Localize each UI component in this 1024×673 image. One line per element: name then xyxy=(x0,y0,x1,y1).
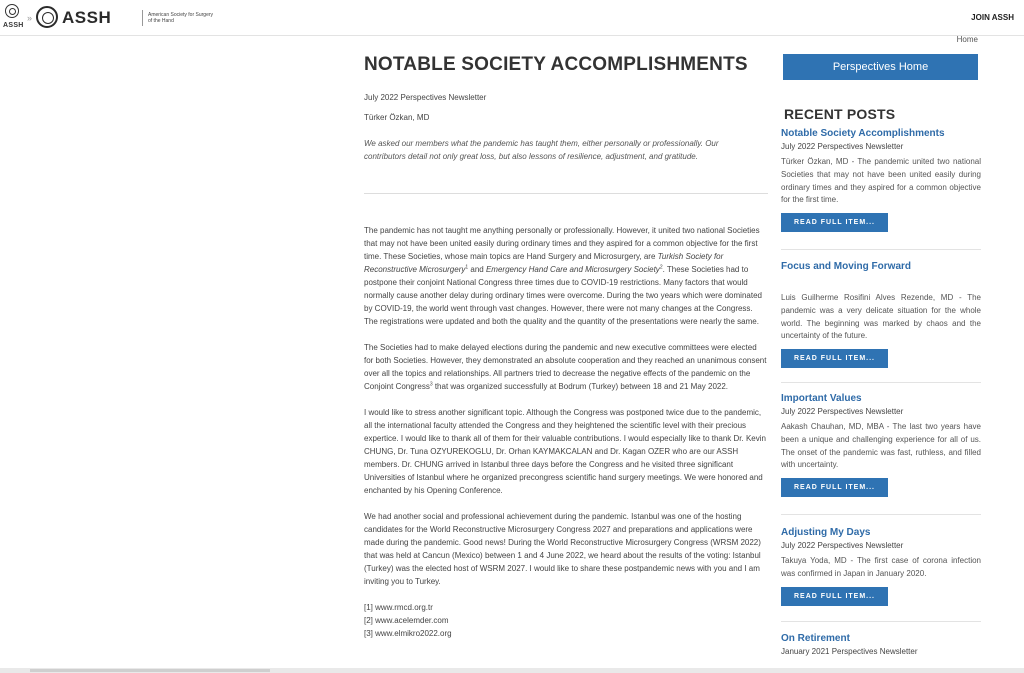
recent-post xyxy=(781,261,981,368)
post-excerpt: Aakash Chauhan, MD, MBA - The last two years have been a unique and challenging experience for all of us. The onset of the pandemic was fast, ruthless, and filled with uncertainty. xyxy=(781,422,981,470)
logo-separator: » xyxy=(27,13,33,23)
divider xyxy=(364,193,768,194)
assh-logo-icon xyxy=(36,6,58,28)
post-divider xyxy=(781,249,981,250)
read-full-item-button[interactable]: READ FULL ITEM... xyxy=(781,587,888,606)
post-title[interactable]: Notable Society Accomplishments xyxy=(781,128,945,139)
assh-small-logo[interactable] xyxy=(2,4,22,32)
post-title[interactable]: Adjusting My Days xyxy=(781,527,871,538)
post-divider xyxy=(781,514,981,515)
page-title: NOTABLE SOCIETY ACCOMPLISHMENTS xyxy=(364,54,748,75)
paragraph-3: I would like to stress another significant topic. Although the Congress was postponed twice due to the pandemic, all the international faculty attended the Congress and they heightened the scientific level with their precious expertice. I would like to thank all of them for their valuable contributions. I would especially like to thank Dr. Kevin CHUNG, Dr. Tuna OZYUREKOGLU, Dr. Orhan KAYMAKCALAN and Dr. Kagan OZER who are our ASSH members. Dr. CHUNG arrived in Istanbul three days before the Congress and he visited three significant Universities of Istanbul where he organized precongress scientific hand surgery meetings. We were honored and enchanted by his Opening Conference. xyxy=(364,408,766,495)
reference-item[interactable]: [1] www.rmcd.org.tr xyxy=(364,603,433,612)
article-intro: We asked our members what the pandemic has taught them, either personally or professionally. Our contributors detail not only great loss, but also lessons of resilience, adjustment, and gratitude. xyxy=(364,139,719,161)
read-full-item-button[interactable]: READ FULL ITEM... xyxy=(781,213,888,232)
article-body xyxy=(364,224,768,640)
paragraph-4: We had another social and professional achievement during the pandemic. Istanbul was one of the hosting candidates for the World Reconstructive Microsurgery Congress 2027 and preparations and applications were made during the pandemic. Good news! During the World Reconstructive Microsurgery Congress (WRSM 2022) that was held at Cancun (Mexico) between 1 and 4 June 2022, we heard about the results of the voting: Istanbul (Turkey) was the elected host of WSRM 2027. I would like to share these postpandemic news with you and I am inviting you to Turkey. xyxy=(364,512,761,586)
author-name: Türker Özkan, MD xyxy=(364,113,430,122)
post-date: July 2022 Perspectives Newsletter xyxy=(781,541,904,550)
post-excerpt: Luis Guilherme Rosifini Alves Rezende, MD - The pandemic was a very delicate situation for the whole world. The beginning was marked by chaos and the uncertainty of the future. xyxy=(781,293,981,341)
brand-tagline: American Society for Surgery of the Hand xyxy=(148,12,214,24)
post-date: July 2022 Perspectives Newsletter xyxy=(781,142,904,151)
paragraph-2: The Societies had to make delayed elections during the pandemic and new executive committees were elected for both Societies. However, they demonstrated an absolute cooperation and they reached an unanimous consent over all the topics and relationships. All partners tried to decrease the negative effects of the pandemic on the Conjoint Congress$^3$ that was organized successfully at Bodrum (Turkey) between 18 and 21 May 2022. xyxy=(364,343,767,391)
recent-post xyxy=(781,128,981,232)
paragraph-1: The pandemic has not taught me anything personally or professionally. However, it united two national Societies that may not have been united easily during ordinary times and they aspired for a common objective for the first time. These Societies, whose main topics are Hand Surgery and Microsurgery, are Turkish Society for Reconstructive Microsurgery$^1$ and Emergency Hand Care and Microsurgery Society$^2$. These Societies had to postpone their conjoint National Congress three times due to COVID-19 restrictions. Many factors that would normally cause another delay during ordinary times were overcome. During the two years which were dominated by COVID-19, the world went through vast changes. However, there were not many changes at the Congress. The registrations were updated and both the quality and the quantity of the presentations were nearly the same. xyxy=(364,226,762,326)
post-date: July 2022 Perspectives Newsletter xyxy=(781,407,904,416)
recent-posts-heading: RECENT POSTS xyxy=(784,106,896,122)
reference-item[interactable]: [2] www.acelemder.com xyxy=(364,616,449,625)
post-excerpt: Türker Özkan, MD - The pandemic united two national Societies that may not have been united easily during ordinary times and they aspired for a common objective for the first time. xyxy=(781,157,981,205)
post-divider xyxy=(781,621,981,622)
recent-post xyxy=(781,527,981,606)
join-assh-link[interactable]: JOIN ASSH xyxy=(971,13,1014,22)
perspectives-home-button[interactable]: Perspectives Home xyxy=(783,54,978,80)
top-header xyxy=(0,0,1024,36)
read-full-item-button[interactable]: READ FULL ITEM... xyxy=(781,478,888,497)
assh-small-logo-icon xyxy=(5,4,19,18)
read-full-item-button[interactable]: READ FULL ITEM... xyxy=(781,349,888,368)
breadcrumb-home[interactable]: Home xyxy=(956,35,978,44)
references xyxy=(364,601,768,640)
logo-divider xyxy=(142,10,143,26)
post-excerpt: Takuya Yoda, MD - The first case of corona infection was confirmed in Japan in January 2020. xyxy=(781,556,981,578)
post-title[interactable]: Important Values xyxy=(781,393,862,404)
post-divider xyxy=(781,382,981,383)
reference-item[interactable]: [3] www.elmikro2022.org xyxy=(364,629,452,638)
newsletter-label: July 2022 Perspectives Newsletter xyxy=(364,93,487,102)
recent-post xyxy=(781,633,981,656)
scrollbar-thumb[interactable] xyxy=(30,669,270,672)
post-title[interactable]: On Retirement xyxy=(781,633,850,644)
post-date: January 2021 Perspectives Newsletter xyxy=(781,647,918,656)
post-title[interactable]: Focus and Moving Forward xyxy=(781,261,912,272)
article xyxy=(364,54,768,638)
brand-text: ASSH xyxy=(62,8,112,27)
small-logo-text: ASSH xyxy=(3,22,24,29)
recent-post xyxy=(781,393,981,497)
